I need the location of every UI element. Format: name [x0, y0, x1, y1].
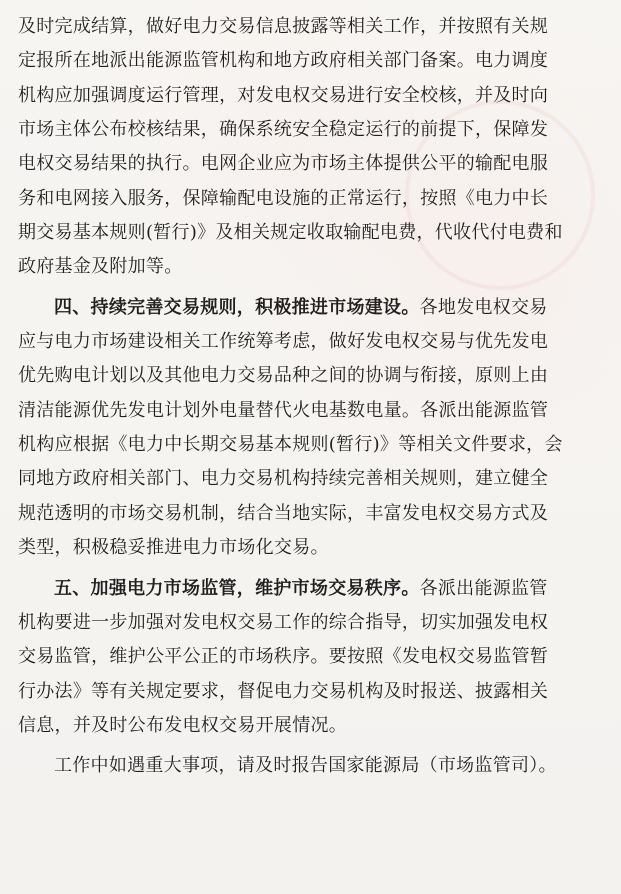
- section-4-first-line-text: 各地发电权交易: [419, 296, 548, 318]
- section-5-heading: 五、加强电力市场监管，维护市场交易秩序。: [54, 577, 420, 599]
- paragraph-line: 行办法》等有关规定要求，督促电力交易机构及时报送、披露相关: [18, 680, 549, 702]
- paragraph-line: 及时完成结算，做好电力交易信息披露等相关工作，并按照有关规: [18, 16, 549, 37]
- section-5: [18, 572, 604, 744]
- section-5-first-line: [18, 572, 604, 606]
- paragraph-line: 信息，并及时公布发电权交易开展情况。: [18, 714, 348, 736]
- paragraph-line: 机构应加强调度运行管理，对发电权交易进行安全校核，并及时向: [18, 84, 549, 106]
- paragraph-line: 规范透明的市场交易机制，结合当地实际，丰富发电权交易方式及: [18, 502, 549, 524]
- section-4-heading: 四、持续完善交易规则，积极推进市场建设。: [54, 296, 420, 318]
- paragraph-line: 清洁能源优先发电计划外电量替代火电基数电量。各派出能源监管: [18, 399, 549, 421]
- paragraph-line: 期交易基本规则(暂行)》及相关规定收取输配电费，代收代付电费和: [18, 222, 563, 244]
- section-4: [18, 291, 604, 566]
- section-5-first-line-text: 各派出能源监管: [419, 577, 548, 599]
- paragraph-line: 电权交易结果的执行。电网企业应为市场主体提供公平的输配电服: [18, 153, 549, 175]
- document-text-block: [18, 10, 604, 784]
- paragraph-line: 市场主体公布校核结果，确保系统安全稳定运行的前提下，保障发: [18, 119, 549, 141]
- paragraph-line: 交易监管，维护公平公正的市场秩序。要按照《发电权交易监管暂: [18, 646, 549, 668]
- paragraph-line: 应与电力市场建设相关工作统筹考虑，做好发电权交易与优先发电: [18, 331, 549, 353]
- paragraph-1: [18, 10, 604, 285]
- closing-line: 工作中如遇重大事项，请及时报告国家能源局（市场监管司）。: [54, 755, 557, 777]
- paragraph-line: 政府基金及附加等。: [18, 256, 183, 278]
- paragraph-line: 类型，积极稳妥推进电力市场化交易。: [18, 537, 329, 559]
- paragraph-line: 同地方政府相关部门、电力交易机构持续完善相关规则，建立健全: [18, 468, 549, 490]
- paragraph-line: 优先购电计划以及其他电力交易品种之间的协调与衔接，原则上由: [18, 365, 549, 387]
- paragraph-line: 务和电网接入服务，保障输配电设施的正常运行，按照《电力中长: [18, 187, 549, 209]
- paragraph-line: 定报所在地派出能源监管机构和地方政府相关部门备案。电力调度: [18, 50, 549, 72]
- paragraph-line: 机构要进一步加强对发电权交易工作的综合指导，切实加强发电权: [18, 611, 549, 633]
- section-4-first-line: [18, 291, 604, 325]
- paragraph-line: 机构应根据《电力中长期交易基本规则(暂行)》等相关文件要求，会: [18, 434, 563, 456]
